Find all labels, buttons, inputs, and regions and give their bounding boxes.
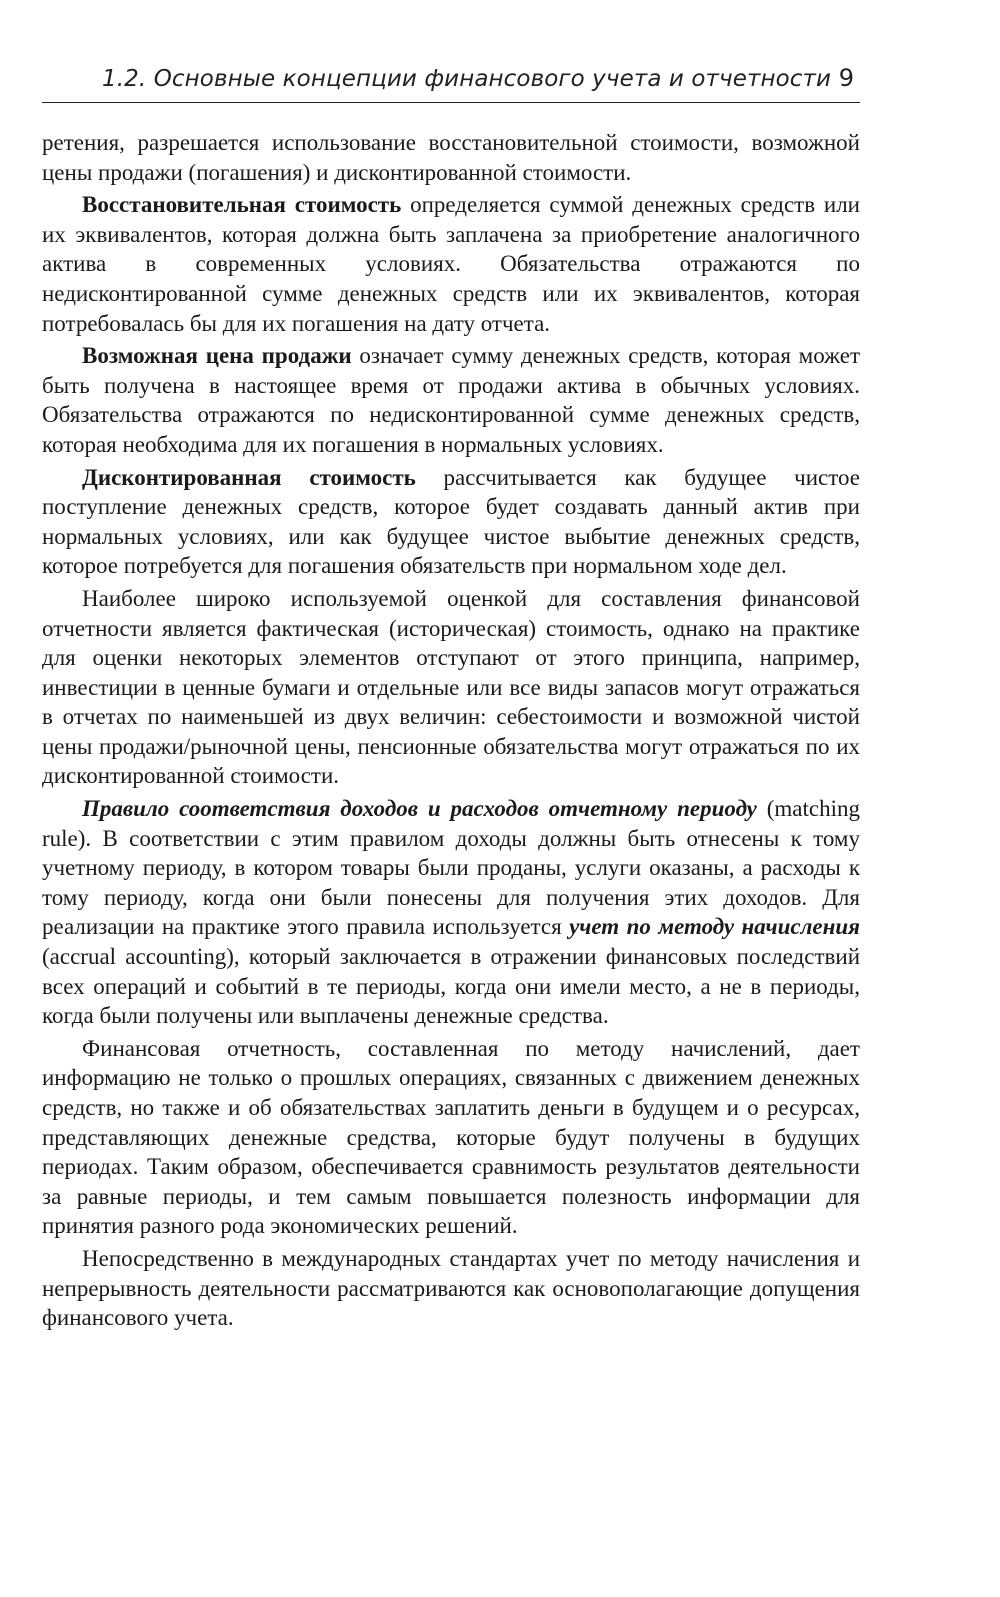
paragraph-historical-cost xyxy=(42,584,860,791)
running-header xyxy=(42,62,860,103)
paragraph-text: рассчитывается как будущее чистое поступление денежных средств, которое будет создавать данный актив при нормальных условиях, или как будущее чистое выбытие денежных средств, которое потребуется для погашения обязательств при нормальном ходе дел. xyxy=(42,464,860,579)
term-accrual-accounting: учет по методу начисления xyxy=(569,914,860,940)
paragraph-text: Финансовая отчетность, составленная по методу начислений, дает информацию не только о прошлых операциях, связанных с движением денежных средств, но также и об обязательствах заплатить деньги в будущем и о ресурсах, представляющих денежные средства, которые будут получены в будущих периодах. Таким образом, обеспечивается сравнимость результатов деятельности за равные периоды, и тем самым повышается полезность информации для принятия разного рода экономических решений. xyxy=(42,1035,860,1239)
paragraph-text: (matching rule). В соответствии с этим правилом доходы должны быть отнесены к тому учетному периоду, в котором товары были проданы, услуги оказаны, а расходы к тому периоду, когда они были понесены для получения этих доходов. Для реализации на практике этого правила используется xyxy=(42,796,861,940)
term-replacement-cost: Восстановительная стоимость xyxy=(82,192,402,218)
paragraph-international-standards xyxy=(42,1244,860,1333)
paragraph-present-value xyxy=(42,463,860,581)
paragraph-text: определяется суммой денежных средств или их эквивалентов, которая должна быть заплачена за приобретение аналогичного актива в современных условиях. Обязательства отражаются по недисконтированной сумме денежных средств или их эквивалентов, которая потребовалась бы для их погашения на дату отчета. xyxy=(42,192,860,336)
paragraph-matching-rule xyxy=(42,794,860,1031)
paragraph-text: Наиболее широко используемой оценкой для составления финансовой отчетности является фактическая (историческая) стоимость, однако на практике для оценки некоторых элементов отступают от этого принципа, например, инвестиции в ценные бумаги и отдельные или все виды запасов могут отражаться в отчетах по наименьшей из двух величин: себестоимости и возможной чистой цены продажи/рыночной цены, пенсионные обязательства могут отражаться по их дисконтированной стоимости. xyxy=(42,585,860,789)
paragraph-text: Непосредственно в международных стандартах учет по методу начисления и непрерывность деятельности рассматриваются как основополагающие допущения финансового учета. xyxy=(42,1245,860,1331)
paragraph-text: ретения, разрешается использование восстановительной стоимости, возможной цены продажи (погашения) и дисконтированной стоимости. xyxy=(42,130,860,185)
paragraph-realizable-value xyxy=(42,341,860,459)
page-number: 9 xyxy=(838,64,854,92)
paragraph-continued xyxy=(42,128,860,187)
paragraph-text: означает сумму денежных средств, которая может быть получена в настоящее время от продажи актива в обычных условиях. Обязательства отражаются по недисконтированной сумме денежных средств, которая необходима для их погашения в нормальных условиях. xyxy=(42,343,861,457)
paragraph-accrual-reporting xyxy=(42,1034,860,1241)
term-realizable-value: Возможная цена продажи xyxy=(82,343,352,369)
term-matching-rule: Правило соответствия доходов и расходов отчетному периоду xyxy=(82,796,757,822)
paragraph-text: (accrual accounting), который заключается в отражении финансовых последствий всех операций и событий в те периоды, когда они имели место, а не в периоды, когда были получены или выплачены денежные средства. xyxy=(42,944,860,1029)
paragraph-replacement-cost xyxy=(42,190,860,338)
body-text xyxy=(42,128,860,1336)
term-present-value: Дисконтированная стоимость xyxy=(82,464,416,490)
header-title: 1.2. Основные концепции финансового учета и отчетности xyxy=(102,66,832,92)
